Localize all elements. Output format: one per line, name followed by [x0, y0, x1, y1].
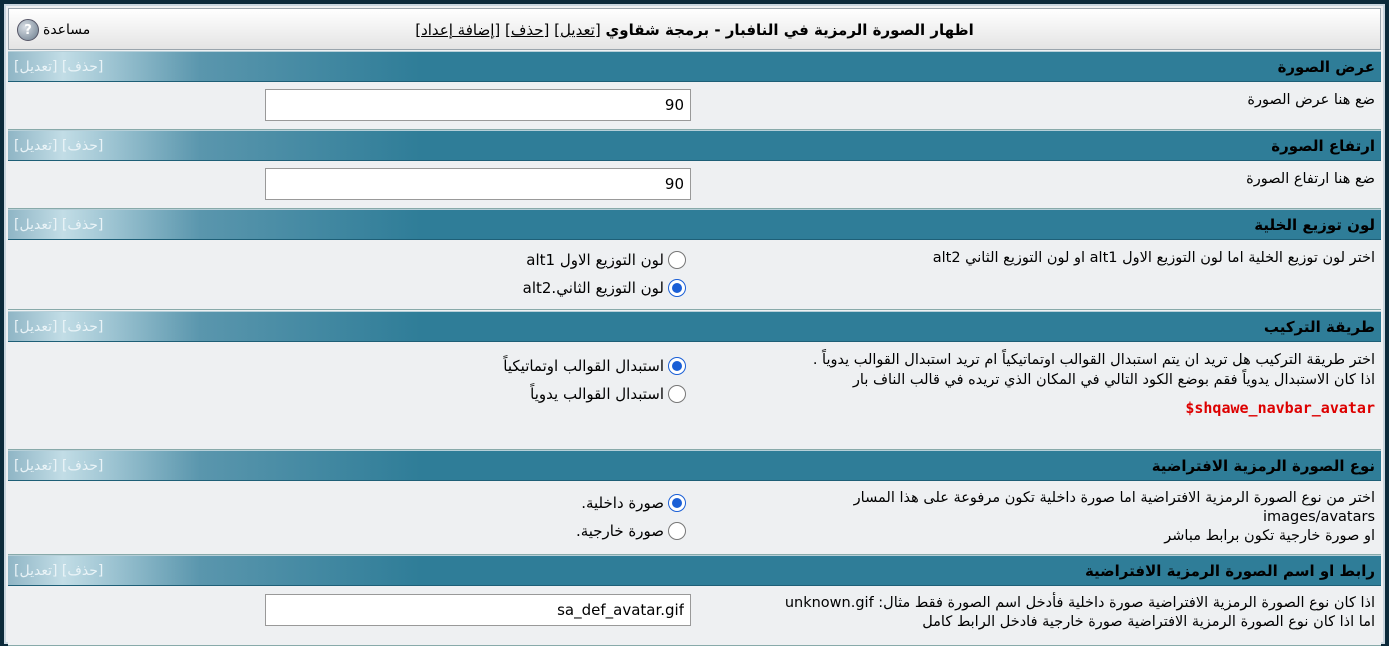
delete-link[interactable]: حذف: [67, 458, 98, 474]
description-line: او صورة خارجية تكون برابط مباشر: [1164, 528, 1375, 544]
section-actions: [تعديل] [حذف]: [14, 59, 104, 75]
section-install-method: [8, 311, 1381, 450]
option-label: صورة خارجية.: [575, 522, 664, 540]
image-width-input[interactable]: [265, 89, 691, 121]
section-header: [8, 311, 1381, 342]
radio-alt2[interactable]: [668, 279, 686, 297]
section-title: نوع الصورة الرمزية الافتراضية: [1151, 457, 1375, 475]
section-image-width: [8, 51, 1381, 130]
edit-link[interactable]: تعديل: [19, 217, 52, 233]
description-line: اذا كان نوع الصورة الرمزية الافتراضية صورة داخلية فأدخل اسم الصورة فقط مثال: unknown.gif: [784, 595, 1375, 611]
option-external-image[interactable]: [576, 522, 686, 540]
setting-description: [715, 169, 1375, 189]
edit-setting-link[interactable]: تعديل: [560, 21, 595, 39]
section-title: ارتفاع الصورة: [1271, 137, 1375, 155]
radio-manual-replace[interactable]: [668, 385, 686, 403]
radio-external-image[interactable]: [668, 522, 686, 540]
section-body: [8, 586, 1381, 646]
navbar-code-snippet: $shqawe_navbar_avatar: [1185, 399, 1375, 417]
add-setting-link[interactable]: إضافة إعداد: [421, 21, 495, 39]
header-links: [تعديل] [حذف] [إضافة إعداد]: [415, 21, 601, 39]
image-height-input[interactable]: [265, 168, 691, 200]
edit-link[interactable]: تعديل: [19, 563, 52, 579]
option-label: استبدال القوالب اوتماتيكياً: [503, 357, 664, 375]
title-bar: [8, 8, 1381, 50]
option-auto-replace[interactable]: [503, 357, 686, 375]
section-cell-color: [8, 209, 1381, 310]
section-title: طريقة التركيب: [1263, 318, 1375, 336]
description-line: اما اذا كان نوع الصورة الرمزية الافتراضية صورة خارجية فادخل الرابط كامل: [922, 614, 1375, 630]
title-area: [9, 21, 1380, 39]
section-actions: [تعديل] [حذف]: [14, 458, 104, 474]
section-header: [8, 130, 1381, 161]
section-default-avatar-link: [8, 555, 1381, 646]
description-line: images/avatars: [1262, 509, 1375, 525]
section-image-height: [8, 130, 1381, 209]
page-title: اظهار الصورة الرمزية في النافبار - برمجة شقاوي: [605, 21, 974, 39]
delete-link[interactable]: حذف: [67, 563, 98, 579]
option-label: لون التوزيع الثاني.alt2: [522, 279, 664, 297]
section-body: [8, 481, 1381, 555]
help-button[interactable]: [17, 19, 90, 41]
option-label: لون التوزيع الاول alt1: [526, 251, 664, 269]
setting-description: [715, 248, 1375, 268]
default-avatar-input[interactable]: [265, 594, 691, 626]
section-body: [8, 342, 1381, 450]
description-line: اذا كان الاستبدال يدوياً فقم بوضع الكود التالي في المكان الذي تريده في قالب الناف بار: [852, 372, 1375, 388]
delete-link[interactable]: حذف: [67, 59, 98, 75]
option-label: صورة داخلية.: [581, 494, 664, 512]
section-header: [8, 209, 1381, 240]
description-line: اختر لون توزيع الخلية اما لون التوزيع الاول alt1 او لون التوزيع الثاني alt2: [932, 250, 1375, 266]
description-line: اختر طريقة التركيب هل تريد ان يتم استبدال القوالب اوتماتيكياً ام تريد استبدال القوالب يدوياً .: [812, 352, 1375, 368]
section-title: عرض الصورة: [1277, 58, 1375, 76]
description-line: ضع هنا عرض الصورة: [1247, 92, 1375, 108]
option-label: استبدال القوالب يدوياً: [530, 385, 664, 403]
section-body: [8, 161, 1381, 209]
edit-link[interactable]: تعديل: [19, 138, 52, 154]
edit-link[interactable]: تعديل: [19, 59, 52, 75]
section-header: [8, 555, 1381, 586]
option-internal-image[interactable]: [581, 494, 686, 512]
setting-description: [715, 350, 1375, 418]
description-line: اختر من نوع الصورة الرمزية الافتراضية اما صورة داخلية تكون مرفوعة على هذا المسار: [853, 490, 1375, 506]
section-actions: [تعديل] [حذف]: [14, 319, 104, 335]
section-actions: [تعديل] [حذف]: [14, 563, 104, 579]
section-body: [8, 240, 1381, 310]
option-manual-replace[interactable]: [530, 385, 686, 403]
delete-link[interactable]: حذف: [67, 319, 98, 335]
section-actions: [تعديل] [حذف]: [14, 217, 104, 233]
section-actions: [تعديل] [حذف]: [14, 138, 104, 154]
radio-auto-replace[interactable]: [668, 357, 686, 375]
section-header: [8, 450, 1381, 481]
section-title: رابط او اسم الصورة الرمزية الافتراضية: [1084, 562, 1375, 580]
option-alt2[interactable]: [523, 279, 686, 297]
section-default-avatar-type: [8, 450, 1381, 555]
radio-internal-image[interactable]: [668, 494, 686, 512]
edit-link[interactable]: تعديل: [19, 319, 52, 335]
radio-alt1[interactable]: [668, 251, 686, 269]
setting-description: [715, 90, 1375, 110]
delete-setting-link[interactable]: حذف: [510, 21, 544, 39]
delete-link[interactable]: حذف: [67, 138, 98, 154]
section-body: [8, 82, 1381, 130]
edit-link[interactable]: تعديل: [19, 458, 52, 474]
setting-description: [715, 594, 1375, 632]
help-label: مساعدة: [43, 22, 91, 38]
section-header: [8, 51, 1381, 82]
option-alt1[interactable]: [526, 251, 686, 269]
section-title: لون توزيع الخلية: [1254, 216, 1375, 234]
question-icon: ?: [17, 19, 39, 41]
delete-link[interactable]: حذف: [67, 217, 98, 233]
setting-description: [715, 489, 1375, 546]
description-line: ضع هنا ارتفاع الصورة: [1246, 171, 1375, 187]
settings-frame: [4, 4, 1385, 644]
